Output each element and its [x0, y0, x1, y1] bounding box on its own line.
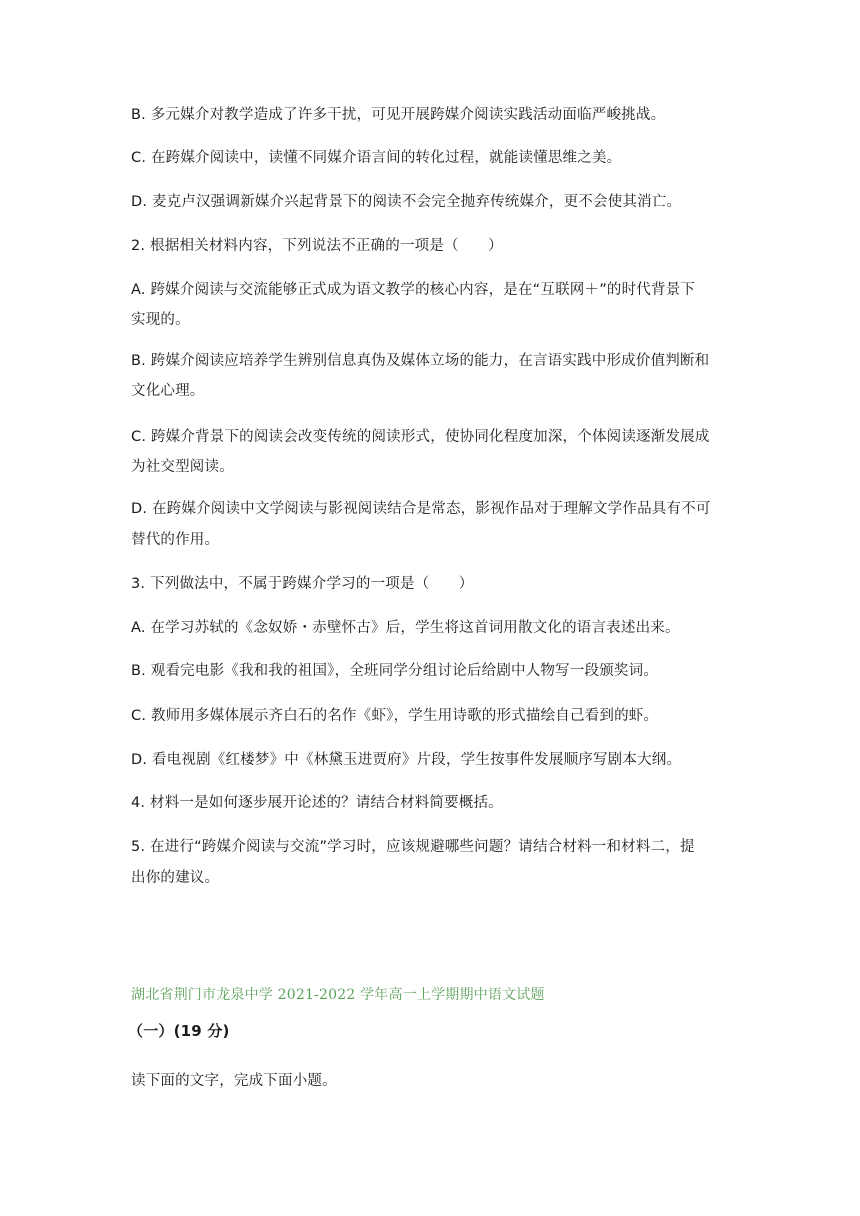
reading-instruction: 读下面的文字，完成下面小题。 [131, 1073, 337, 1089]
q4-stem: 4. 材料一是如何逐步展开论述的？请结合材料简要概括。 [131, 795, 503, 811]
q3-stem: 3. 下列做法中，不属于跨媒介学习的一项是（ ） [131, 576, 474, 592]
q3-option-c: C. 教师用多媒体展示齐白石的名作《虾》，学生用诗歌的形式描绘自己看到的虾。 [131, 708, 659, 724]
q3-option-a: A. 在学习苏轼的《念奴娇・赤壁怀古》后，学生将这首词用散文化的语言表述出来。 [131, 620, 680, 636]
q2-option-c-line1: C. 跨媒介背景下的阅读会改变传统的阅读形式，使协同化程度加深，个体阅读逐渐发展成 [131, 429, 710, 445]
q1-option-c: C. 在跨媒介阅读中，读懂不同媒介语言间的转化过程，就能读懂思维之美。 [131, 150, 622, 166]
q3-option-b: B. 观看完电影《我和我的祖国》，全班同学分组讨论后给剧中人物写一段颁奖词。 [131, 663, 659, 679]
exam-source-title: 湖北省荆门市龙泉中学 2021-2022 学年高一上学期期中语文试题 [131, 987, 545, 1003]
q1-option-b: B. 多元媒介对教学造成了许多干扰，可见开展跨媒介阅读实践活动面临严峻挑战。 [131, 107, 666, 123]
section-heading: （一）(19 分) [128, 1022, 230, 1040]
q1-option-d: D. 麦克卢汉强调新媒介兴起背景下的阅读不会完全抛弃传统媒介，更不会使其消亡。 [131, 194, 682, 210]
q2-option-a-line2: 实现的。 [131, 312, 190, 328]
q5-line1: 5. 在进行“跨媒介阅读与交流”学习时，应该规避哪些问题？请结合材料一和材料二，提 [131, 839, 695, 855]
q2-option-c-line2: 为社交型阅读。 [131, 459, 234, 475]
q2-option-d-line1: D. 在跨媒介阅读中文学阅读与影视阅读结合是常态，影视作品对于理解文学作品具有不可 [131, 501, 711, 517]
q2-stem: 2. 根据相关材料内容，下列说法不正确的一项是（ ） [131, 238, 503, 254]
q2-option-d-line2: 替代的作用。 [131, 532, 220, 548]
q3-option-d: D. 看电视剧《红楼梦》中《林黛玉进贾府》片段，学生按事件发展顺序写剧本大纲。 [131, 752, 682, 768]
q5-line2: 出你的建议。 [131, 870, 220, 886]
q2-option-b-line1: B. 跨媒介阅读应培养学生辨别信息真伪及媒体立场的能力，在言语实践中形成价值判断和 [131, 353, 710, 369]
q2-option-a-line1: A. 跨媒介阅读与交流能够正式成为语文教学的核心内容，是在“互联网＋”的时代背景下 [131, 282, 696, 298]
q2-option-b-line2: 文化心理。 [131, 383, 205, 399]
